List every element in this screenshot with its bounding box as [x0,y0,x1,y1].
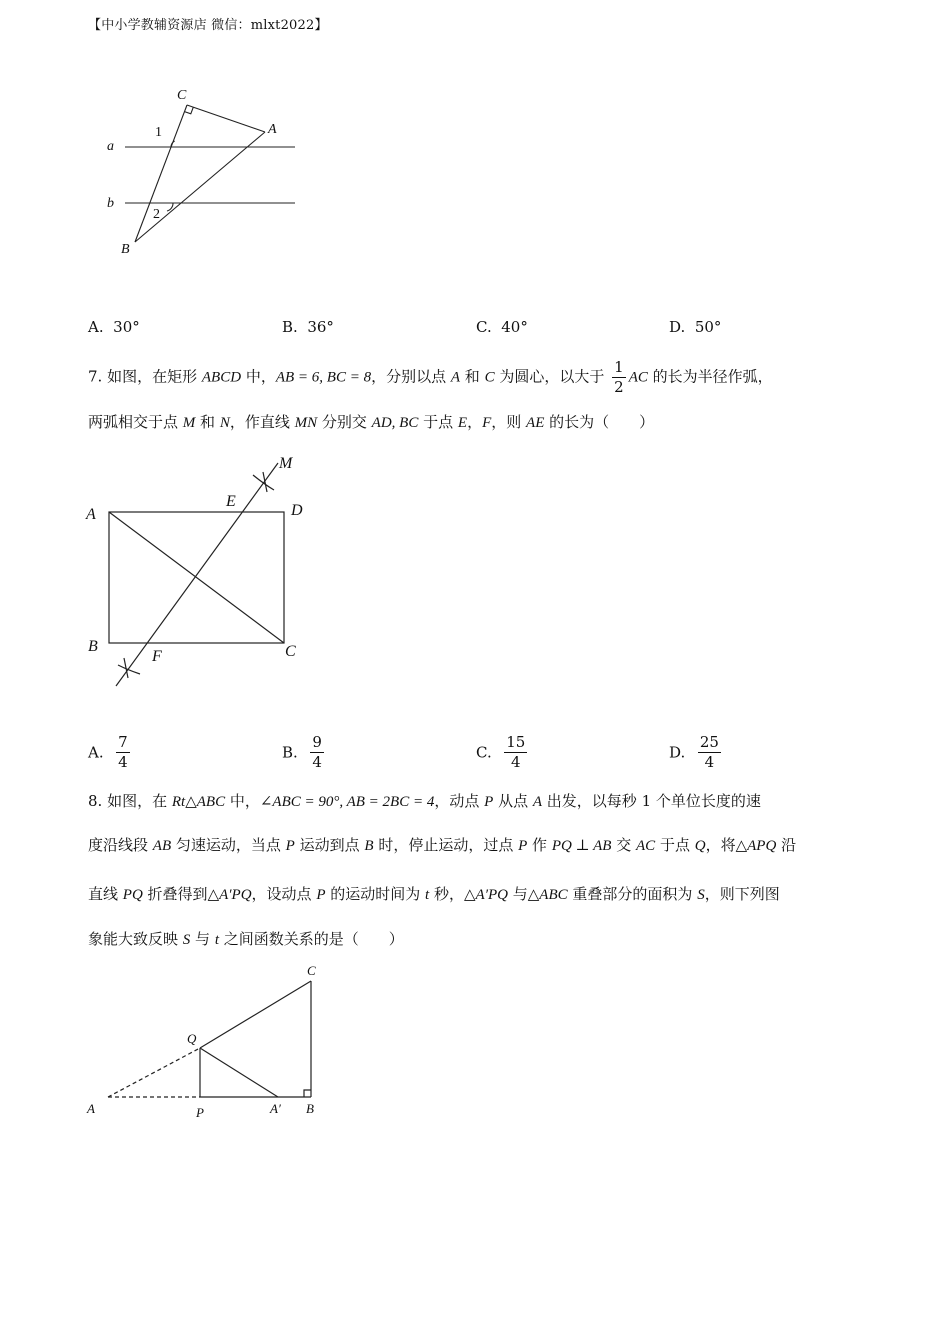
label-C: C [307,963,316,978]
option-value: 50° [694,318,722,336]
label-B: B [121,242,130,257]
label-A: A [87,1101,95,1116]
segment-ab [135,132,265,242]
label-B: B [88,638,98,655]
q6-option-c[interactable] [476,318,528,336]
label-B: B [306,1101,314,1116]
option-letter: B. [282,318,298,336]
label-C: C [285,643,296,660]
q7-option-a[interactable]: A. $\frac{7}{4}$ [88,733,128,771]
label-C: C [177,88,187,103]
option-letter: A. [88,318,104,336]
segment-qc [200,981,311,1048]
label-angle-1: 1 [155,125,162,140]
label-F: F [152,648,162,665]
q7-line-2: 两弧相交于点 M 和 N，作直线 MN 分别交 AD, BC 于点 E，F，则 AE 的长为（ ） [88,413,655,431]
label-A: A [86,506,96,523]
label-b: b [107,196,114,211]
line-mn [116,463,278,686]
q6-option-b[interactable] [282,318,334,336]
q6-option-d[interactable] [669,318,721,336]
figure-q7-rectangle [80,448,320,693]
option-value: 30° [113,318,140,336]
option-letter: B. [282,743,298,762]
label-P: P [196,1105,204,1120]
q6-option-a[interactable] [88,318,140,336]
q8-line-3: 直线 PQ 折叠得到△A′PQ，设动点 P 的运动时间为 t 秒，△A′PQ 与△ABC 重叠部分的面积为 S，则下列图 [88,885,780,903]
figure-q6-parallel-lines [95,85,310,260]
option-value: 40° [501,318,528,336]
segment-aq-dashed [108,1048,200,1097]
label-angle-2: 2 [153,207,160,222]
angle-2-arc [167,203,173,211]
right-angle-mark [304,1090,311,1097]
option-letter: C. [476,318,492,336]
label-E: E [226,493,236,510]
option-letter: A. [88,743,104,762]
option-letter: D. [669,318,686,336]
q7-option-b[interactable]: B. $\frac{9}{4}$ [282,733,322,771]
q7-line-1: 7. 如图，在矩形 ABCD 中，AB = 6, BC = 8，分别以点 A 和 C 为圆心，以大于 $\frac{1}{2}$ AC 的长为半径作弧， [88,358,773,396]
q8-line-2: 度沿线段 AB 匀速运动，当点 P 运动到点 B 时，停止运动，过点 P 作 PQ ⊥ AB 交 AC 于点 Q，将△APQ 沿 [88,836,797,854]
page-header: 【中小学教辅资源店 微信：mlxt2022】 [88,18,328,33]
label-M: M [279,455,293,472]
q8-line-1: 8. 如图，在 Rt△ABC 中，∠ABC = 90°, AB = 2BC = 4，动点 P 从点 A 出发，以每秒 1 个单位长度的速 [88,792,761,810]
q7-option-c[interactable]: C. $\frac{15}{4}$ [476,733,526,771]
fraction-one-half: $\frac{1}{2}$ [614,358,624,396]
q8-line-4: 象能大致反映 S 与 t 之间函数关系的是（ ） [88,930,404,948]
q7-option-d[interactable]: D. $\frac{25}{4}$ [669,733,719,771]
label-Q: Q [187,1031,197,1046]
segment-qa-prime [200,1048,278,1097]
angle-1-arc [171,141,175,147]
option-value: 36° [307,318,334,336]
option-letter: D. [669,743,686,762]
segment-ca [187,105,265,132]
diagonal-ac [109,512,284,643]
label-D: D [291,502,303,519]
figure-q8-triangle [80,960,330,1125]
label-a: a [107,139,114,154]
option-letter: C. [476,743,492,762]
label-A-prime: A′ [270,1101,281,1116]
label-A: A [268,122,277,137]
